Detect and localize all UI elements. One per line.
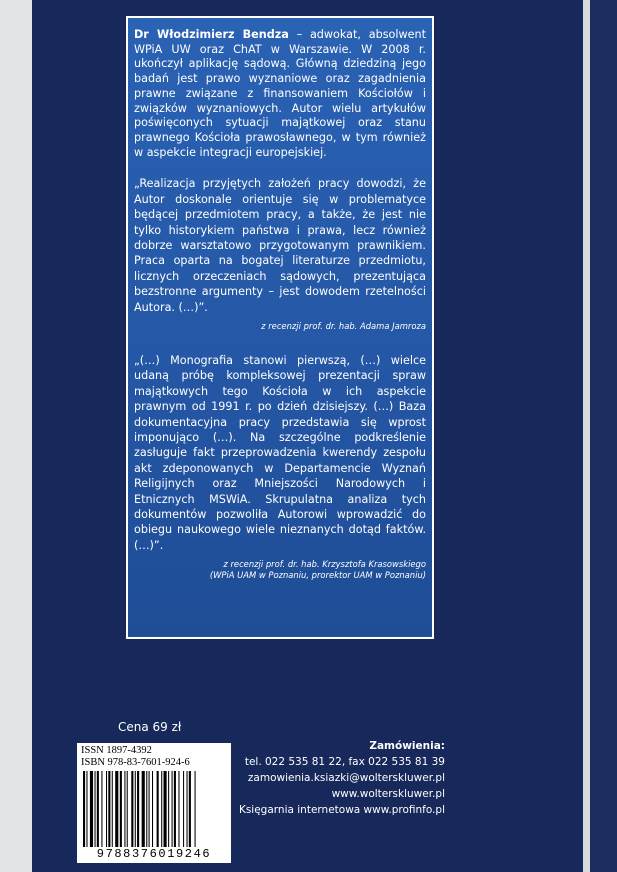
- review-quote-1: „Realizacja przyjętych założeń pracy dowodzi, że Autor doskonale orientuje się w problematyce będącej przedmiotem pracy, a także, że jest nie tylko historykiem państwa i prawa, lecz również dobrze warsztatowo przygotowanym prawnikiem. Praca oparta na bogatej literaturze przedmiotu, licznych orzeczeniach sądowych, prezentująca bezstronne argumenty – jest dowodem rzetelności Autora. (…)”.: [134, 177, 426, 314]
- barcode-bars: [83, 771, 225, 847]
- orders-block: [239, 738, 445, 818]
- issn-isbn: [81, 745, 190, 768]
- orders-website[interactable]: www.wolterskluwer.pl: [331, 788, 445, 800]
- author-name: Dr Włodzimierz Bendza: [134, 28, 289, 41]
- price-label: Cena 69 zł: [118, 720, 182, 734]
- bio-text: – adwokat, absolwent WPiA UW oraz ChAT w Warszawie. W 2008 r. ukończył aplikację sądową. Główną dziedziną jego badań jest prawo wyznaniowe oraz zagadnienia prawne związane z finansowaniem Kościołów i związków wyznaniowych. Autor wielu artykułów poświęconych sytuacji majątkowej oraz stanu prawnego Kościoła prawosławnego, w tym również w aspekcie integracji europejskiej.: [134, 28, 426, 159]
- review-cite-2: [134, 559, 426, 581]
- orders-shop[interactable]: Księgarnia internetowa www.profinfo.pl: [238, 804, 445, 816]
- orders-phone: tel. 022 535 81 22, fax 022 535 81 39: [244, 756, 445, 768]
- next-cover-edge: [590, 0, 617, 872]
- barcode-block: [77, 743, 231, 863]
- issn-text: ISSN 1897-4392: [81, 745, 152, 756]
- author-bio: [134, 28, 426, 160]
- isbn-text: ISBN 978-83-7601-924-6: [81, 756, 190, 768]
- orders-email[interactable]: zamowienia.ksiazki@wolterskluwer.pl: [247, 772, 445, 784]
- review-quote-2: „(…) Monografia stanowi pierwszą, (…) wielce udaną próbę kompleksowej prezentacji spraw majątkowych tego Kościoła w ich aspekcie prawnym od 1991 r. po dzień dzisiejszy. (…) Baza dokumentacyjna pracy przedstawia się wprost imponująco (…). Na szczególne podkreślenie zasługuje fakt przeprowadzenia kwerendy zespołu akt zdeponowanych w Departamencie Wyznań Religijnych oraz Mniejszości Narodowych i Etnicznych MSWiA. Skrupulatna analiza tych dokumentów pozwoliła Autorowi wprowadzić do obiegu naukowego wiele nieznanych dotąd faktów. (…)”.: [134, 353, 426, 552]
- orders-heading: Zamówienia:: [369, 740, 445, 752]
- barcode-digits: 9788376019246: [96, 847, 212, 861]
- review-cite-2-line1: z recenzji prof. dr. hab. Krzysztofa Krasowskiego: [223, 559, 426, 570]
- review-cite-1: z recenzji prof. dr. hab. Adama Jamroza: [261, 320, 426, 331]
- text-panel: [126, 16, 434, 639]
- review-cite-2-line2: (WPiA UAM w Poznaniu, prorektor UAM w Poznaniu): [209, 570, 426, 581]
